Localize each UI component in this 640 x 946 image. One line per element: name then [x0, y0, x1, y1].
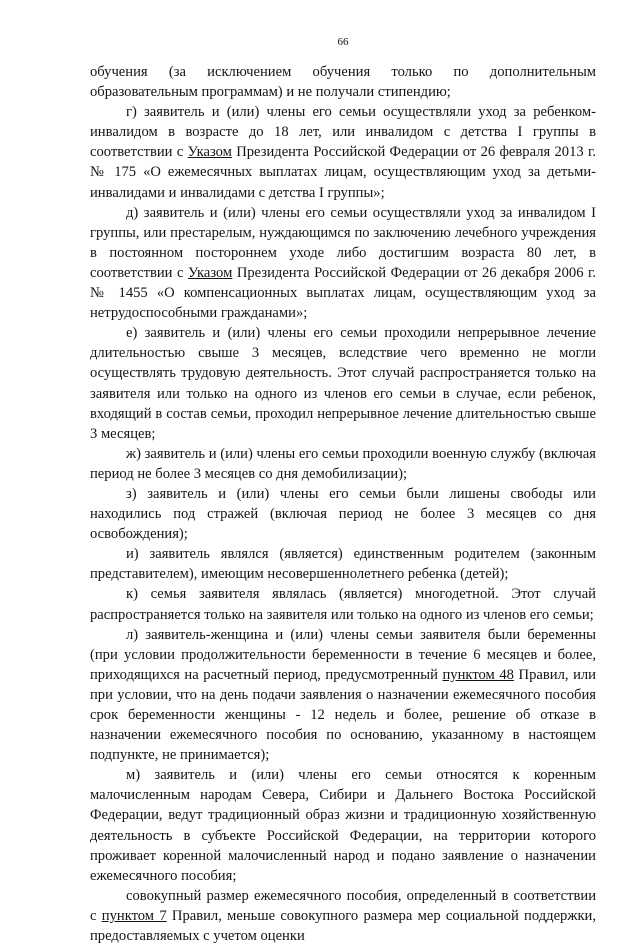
paragraph-text: г) заявитель и (или) члены его семьи осуществляли уход за ребенком-инвалидом в возрасте до 18 лет, или инвалидом с детства I группы в соответствии с: [90, 104, 596, 161]
decree-link[interactable]: Указом: [187, 144, 232, 161]
clause-link[interactable]: пунктом 48: [442, 666, 514, 683]
paragraph-text: Правил, или при условии, что на день подачи заявления о назначении ежемесячного пособия срок беременности женщины - 12 недель и более, решение об отказе в назначении ежемесячного пособия по основанию, указанному в настоящем подпункте, не принимается);: [90, 666, 596, 764]
paragraph-text: Президента Российской Федерации от 26 декабря 2006 г. № 1455 «О компенсационных выплатах лицам, осуществляющим уход за нетрудоспособными гражданами»;: [90, 264, 596, 322]
paragraph-total-size: [90, 886, 596, 946]
clause-link[interactable]: пунктом 7: [101, 907, 167, 924]
paragraph-m: м) заявитель и (или) члены его семьи относятся к коренным малочисленным народам Севера, Сибири и Дальнего Востока Российской Федерации, ведут традиционный образ жизни и традиционную хозяйственную деятельность в субъекте Российской Федерации, на территории которого проживает коренной малочисленный народ и подано заявление о назначении ежемесячного пособия;: [90, 767, 596, 884]
paragraph-zh: ж) заявитель и (или) члены его семьи проходили военную службу (включая период не более 3 месяцев со дня демобилизации);: [90, 445, 596, 482]
page-number: 66: [337, 36, 349, 48]
paragraph-text: Правил, меньше совокупного размера мер социальной поддержки, предоставляемых с учетом оценки: [90, 907, 596, 945]
paragraph-text: л) заявитель-женщина и (или) члены семьи заявителя были беременны (при условии продолжительности беременности в течение 6 месяцев и более, приходящихся на расчетный период, предусмотренный: [90, 626, 596, 683]
paragraph-k: к) семья заявителя являлась (является) многодетной. Этот случай распространяется только на заявителя или только на одного из членов его семьи;: [90, 586, 596, 623]
document-body: [90, 62, 596, 946]
decree-link[interactable]: Указом: [187, 264, 233, 281]
paragraph-text: совокупный размер ежемесячного пособия, определенный в соответствии с: [90, 887, 596, 924]
paragraph-g: [90, 102, 596, 202]
paragraph-e: е) заявитель и (или) члены его семьи проходили непрерывное лечение длительностью свыше 3 месяцев, вследствие чего временно не могли осуществлять трудовую деятельность. Этот случай распространяется только на заявителя или только на одного из членов его семьи в случае, если ребенок, входящий в состав семьи, проходил непрерывное лечение длительностью свыше 3 месяцев;: [90, 325, 596, 442]
paragraph-i: и) заявитель являлся (является) единственным родителем (законным представителем), имеющим несовершеннолетнего ребенка (детей);: [90, 546, 596, 583]
paragraph-z: з) заявитель и (или) члены его семьи были лишены свободы или находились под стражей (включая период не более 3 месяцев со дня освобождения);: [90, 485, 596, 543]
paragraph-continuation: обучения (за исключением обучения только по дополнительным образовательным программам) и не получали стипендию;: [90, 64, 596, 101]
paragraph-d: [90, 203, 596, 324]
paragraph-l: [90, 625, 596, 766]
paragraph-text: Президента Российской Федерации от 26 февраля 2013 г. № 175 «О ежемесячных выплатах лицам, осуществляющим уход за детьми-инвалидами и инвалидами с детства I группы»;: [90, 144, 596, 201]
paragraph-text: д) заявитель и (или) члены его семьи осуществляли уход за инвалидом I группы, или престарелым, нуждающимся по заключению лечебного учреждения в постоянном постороннем уходе либо достигшим возраста 80 лет, в соответствии с: [90, 204, 596, 281]
